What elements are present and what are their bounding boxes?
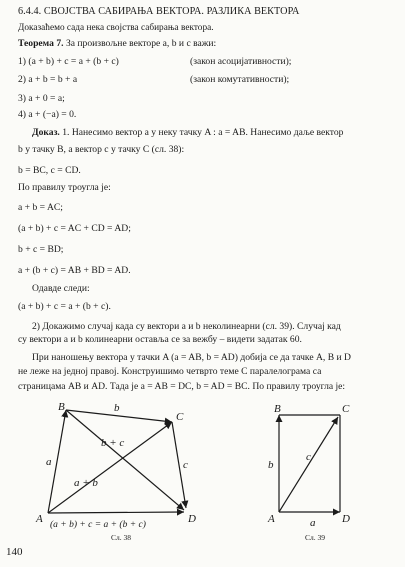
proof-label: Доказ. xyxy=(32,127,60,138)
vector-ac xyxy=(48,422,172,513)
intro-text: Доказаћемо сада нека својства сабирања вектора. xyxy=(18,23,214,33)
label-c: c xyxy=(183,459,188,471)
part2-line-2: су вектори a и b колинеарни оставља се за вежбу – видети задатак 60. xyxy=(18,334,302,345)
theorem-label: Теорема 7. xyxy=(18,38,64,49)
equation-5: (a + b) + c = a + (b + c). xyxy=(18,301,111,312)
part3-line-1: При наношењу вектора у тачки A (a = AB, b = AD) добија се да тачке A, B и D xyxy=(32,352,351,363)
point-b-label: B xyxy=(58,401,65,413)
figure-38 xyxy=(18,400,243,535)
figure-39-caption: Сл. 39 xyxy=(305,533,325,542)
page-number: 140 xyxy=(6,546,23,558)
vector-ad xyxy=(48,512,184,513)
point-a-label-39: A xyxy=(268,513,275,525)
proof-line-5: Одавде следи: xyxy=(32,283,90,294)
figure-39 xyxy=(254,400,364,535)
item-2-formula: 2) a + b = b + a xyxy=(18,74,78,85)
item-1-note: (закон асоцијативности); xyxy=(190,56,292,67)
label-b-plus-c: b + c xyxy=(101,437,125,449)
proof-line-1: Доказ. 1. Нанесимо вектор a у неку тачку A : a = AB. Нанесимо даље вектор xyxy=(32,127,344,138)
theorem-statement: За произвољне векторе a, b и c важи: xyxy=(65,38,217,49)
equation-4: a + (b + c) = AB + BD = AD. xyxy=(18,265,131,276)
part3-line-3: страницама AB и AD. Тада је a = AB = DC, b = AD = BC. По правилу троугла је: xyxy=(18,381,346,392)
item-4-formula: 4) a + (−a) = 0. xyxy=(18,109,77,120)
item-1-formula: 1) (a + b) + c = a + (b + c) xyxy=(18,56,119,67)
point-b-label-39: B xyxy=(274,403,281,415)
equation-3: b + c = BD; xyxy=(18,244,64,255)
vector-bd xyxy=(66,410,184,510)
item-2-note: (закон комутативности); xyxy=(190,74,290,85)
vector-ac-39 xyxy=(279,417,338,512)
equation-1: a + b = AC; xyxy=(18,202,63,213)
label-a-39: a xyxy=(310,517,316,529)
label-c-39: c xyxy=(306,451,311,463)
part3-line-2: не леже на једној правој. Конструишимо четврто теме C паралелограма са xyxy=(18,366,322,377)
label-a-plus-b: a + b xyxy=(74,477,98,489)
item-3-formula: 3) a + 0 = a; xyxy=(18,93,65,104)
point-c-label-39: C xyxy=(342,403,350,415)
bottom-formula: (a + b) + c = a + (b + c) xyxy=(50,520,146,530)
label-b: b xyxy=(114,402,120,414)
point-d-label: D xyxy=(188,513,196,525)
label-a: a xyxy=(46,456,52,468)
equation-2: (a + b) + c = AC + CD = AD; xyxy=(18,223,131,234)
point-c-label: C xyxy=(176,411,184,423)
section-title: 6.4.4. СВОЈСТВА САБИРАЊА ВЕКТОРА. РАЗЛИКА ВЕКТОРА xyxy=(18,6,300,17)
proof-line-2: b у тачку B, а вектор c у тачку C (сл. 38): xyxy=(18,144,185,155)
theorem-line xyxy=(18,38,216,50)
point-d-label-39: D xyxy=(342,513,350,525)
proof-line-3: b = BC, c = CD. xyxy=(18,165,81,176)
point-a-label: A xyxy=(36,513,43,525)
proof-line-4: По правилу троугла је: xyxy=(18,182,111,193)
part2-line-1: 2) Докажимо случај када су вектори a и b неколинеарни (сл. 39). Случај кад xyxy=(32,321,341,332)
label-b-39: b xyxy=(268,459,274,471)
figure-38-caption: Сл. 38 xyxy=(111,533,131,542)
